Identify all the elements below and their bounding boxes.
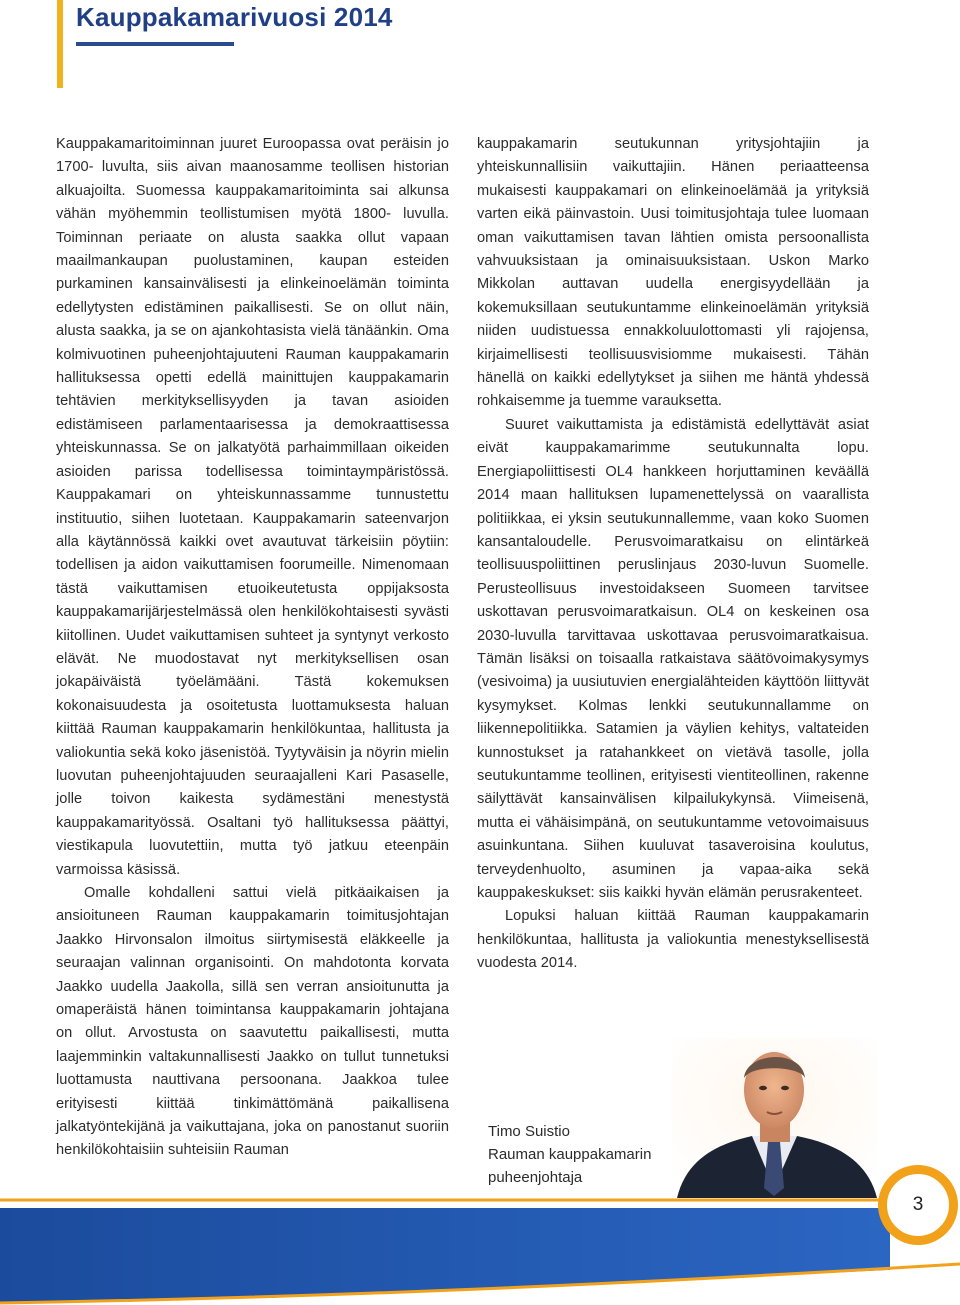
portrait-photo	[672, 1038, 877, 1198]
caption-role-line-1: Rauman kauppakamarin	[488, 1146, 652, 1163]
right-column	[477, 133, 869, 976]
title-underline	[76, 42, 234, 46]
right-paragraph-1: kauppakamarin seutukunnan yritysjohtajiin ja yhteiskunnallisiin vaikuttajiin. Hänen periaatteensa mukaisesti kauppakamari on elinkeinoelämää ja yrityksiä varten eikä päinvastoin. Uusi toimitusjohtaja tulee luomaan oman vaikuttamisen tavan lähtien omista persoonallista vahvuuksistaan ja ominaisuuksistaan. Uskon Marko Mikkolan auttavan uudella energisyydellään ja kokemuksillaan seutukuntamme elinkeinoelämän yrityksiä niiden uudistuessa ennakkoluulottomasti yli rajojensa, kirjaimellisesti teollisuusvisiomme mukaisesti. Tähän hänellä on kaikki edellytykset ja siihen me häntä yhdessä rohkaisemme ja tuemme varauksetta.	[477, 136, 869, 410]
right-paragraph-2: Suuret vaikuttamista ja edistämistä edellyttävät asiat eivät kauppakamarimme seutukunnalta lopu. Energiapoliittisesti OL4 hankkeen horjuttaminen keväällä 2014 maan hallituksen lupamenettelyssä on vaarallista politiikkaa, ei yksin seutukunnallemme, vaan koko Suomen kansantaloudelle. Perusvoimaratkaisu on elintärkeä teollisuuspoliittinen peruslinjaus 2030-luvun Suomelle. Perusteollisuus investoidakseen Suomeen tarvitsee uskottavan perusvoimaratkaisun. OL4 on keskeinen osa 2030-luvulla tarvittavaa uskottavaa perusvoimaratkaisua. Tämän lisäksi on toisaalla ratkaistava säätövoimakysymys (vesivoima) ja uusiutuvien energialähteiden käyttöön liittyvät kysymykset. Kolmas lenkki seutukunnallamme on liikennepolitiikka. Satamien ja väylien kehitys, valtateiden kunnostukset ja ratahankkeet on vietävä tasolle, jolla seutukuntamme teollinen, erityisesti vientiteollinen, rakenne säilyttävät kansainvälisen kilpailukykynsä. Viimeisenä, mutta ei vähäisimpänä, on seutukuntamme vetovoimaisuus asuinkuntana. Siihen kuuluvat tasaveroisina koulutus, terveydenhuolto, asuminen ja vapaa-aika sekä kauppakeskukset: siis kaikki hyvän elämän perusrakenteet.	[477, 416, 869, 901]
page-title: Kauppakamarivuosi 2014	[76, 2, 393, 32]
left-paragraph-2: Omalle kohdalleni sattui vielä pitkäaikaisen ja ansioituneen Rauman kauppakamarin toimitusjohtajan Jaakko Hirvonsalon ilmoitus siirtymisestä eläkkeelle ja seuraajan valinnan organisointi. On mahdotonta korvata Jaakko uudella Jaakolla, sillä sen verran ansioitunutta ja omaperäistä hänen toimintansa kauppakamarin johtajana on ollut. Arvostusta on saavutettu paikallisesti, mutta laajemminkin valtakunnallisesti Jaakko on tullut tunnetuksi luottamusta nauttivana persoonana. Jaakkoa tulee erityisesti kiittää tinkimättömänä paikallisena jalkatyöntekijänä ja vaikuttajana, joka on panostanut suoriin henkilökohtaisiin suhteisiin Rauman	[56, 885, 449, 1159]
page-number-badge	[878, 1165, 958, 1245]
page-number: 3	[912, 1194, 924, 1215]
left-column	[56, 133, 449, 1163]
left-paragraph-1: Kauppakamaritoiminnan juuret Euroopassa ovat peräisin jo 1700- luvulta, siis aivan maanosamme teollisen historian alkuajoilta. Suomessa kauppakamaritoiminta sai alkunsa vähän myöhemmin teollistumisen myötä 1800- luvulla. Toiminnan periaate on alusta saakka ollut vapaan maailmankaupan puolustaminen, kaupan esteiden purkaminen kansainvälisesti ja elinkeinoelämän toiminta edellytysten edistäminen paikallisesti. Se on ollut näin, alusta saakka, ja se on ajankohtasista vielä tänäänkin. Oma kolmivuotinen puheenjohtajuuteni Rauman kauppakamarin hallituksessa opetti edellä mainittujen kauppakamarin tehtävien merkityksellisyyden ja tavan asioiden edistämiseen parlamentaarisessa ja demokraattisessa yhteiskunnassa. Se on jalkatyötä parhaimmillaan oikeiden asioiden parissa todellisessa toimintaympäristössä. Kauppakamari on yhteiskunnassamme tunnustettu instituutio, siihen luotetaan. Kauppakamarin sateenvarjon alla käytännössä kaikki ovet avautuvat tärkeisiin pöytiin: todellisen ja aidon vaikuttamisen foorumeille. Nimenomaan tästä vaikuttamisen etuoikeutetusta oppijaksosta kauppakamarijärjestelmässä olen henkilökohtaisesti syvästi kiitollinen. Uudet vaikuttamisen suhteet ja syntynyt verkosto elävät. Ne muodostavat nyt merkityksellisen osan jokapäiväistä työelämääni. Tästä kokemuksen kokonaisuudesta ja osoitetusta luottamuksesta haluan kiittää Rauman kauppakamarin henkilökuntaa, hallitusta ja valiokuntia sekä koko jäsenistöä. Tyytyväisin ja nöyrin mielin luovutan puheenjohtajuuden seuraajalleni Kari Pasaselle, jolle toivon kaikesta sydämestäni menestystä kauppakamarityössä. Osaltani työ hallituksessa päättyi, viestikapula luovutettiin, mutta työ jatkuu eteenpäin varmoissa käsissä.	[56, 136, 449, 878]
accent-bar	[57, 0, 63, 88]
right-paragraph-3: Lopuksi haluan kiittää Rauman kauppakamarin henkilökuntaa, hallitusta ja valiokuntia menestyksellisestä vuodesta 2014.	[477, 908, 869, 972]
photo-caption	[488, 1120, 651, 1189]
caption-role-line-2: puheenjohtaja	[488, 1169, 583, 1186]
footer-wave-band	[0, 1186, 960, 1305]
caption-name: Timo Suistio	[488, 1123, 570, 1140]
